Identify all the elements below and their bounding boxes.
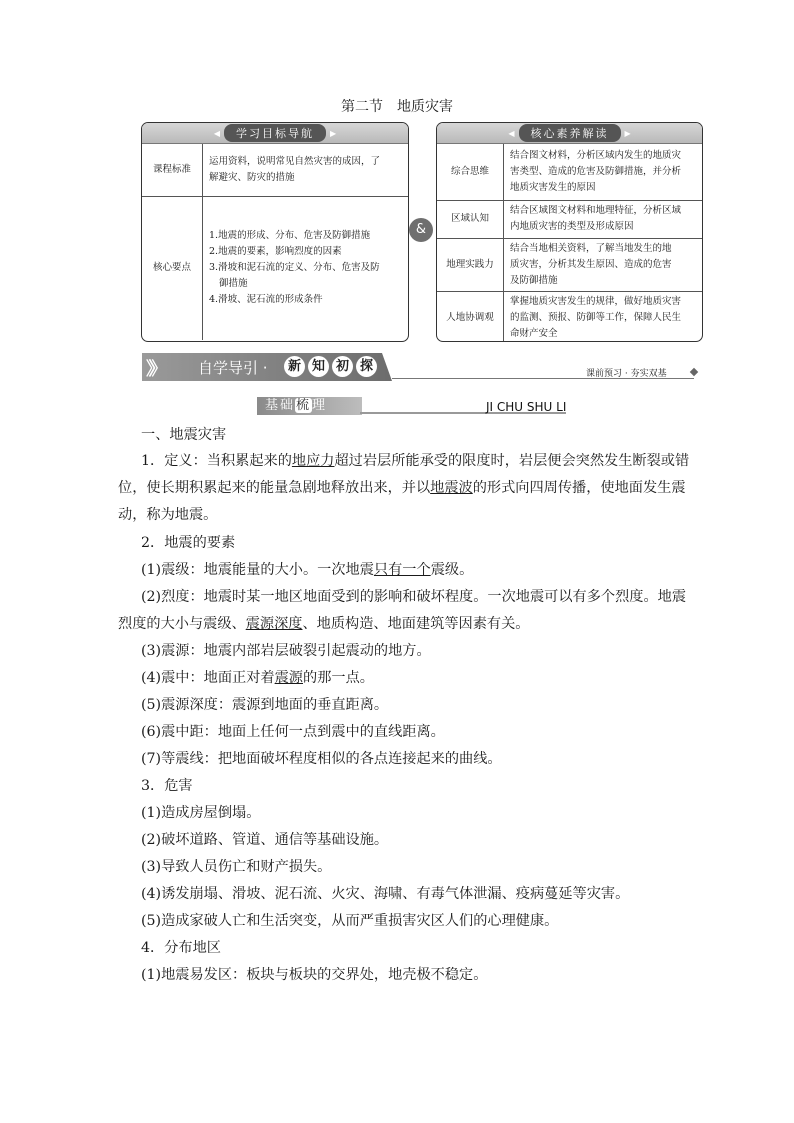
text-span: 震级。 <box>430 562 474 578</box>
text-span: 的那一点。 <box>303 670 374 686</box>
paragraph-line <box>118 479 686 497</box>
banner-badge: 新 <box>284 356 305 377</box>
table-row <box>142 144 408 196</box>
row-text <box>203 144 409 196</box>
row-text <box>203 196 409 340</box>
paragraph-line: (5)震源深度：震源到地面的垂直距离。 <box>141 697 389 713</box>
learning-goals-table <box>142 144 408 340</box>
table-row <box>437 238 702 291</box>
banner-badges <box>284 356 377 377</box>
text-line: 4.滑坡、泥石流的形成条件 <box>209 294 323 306</box>
learning-goals-heading: 学习目标导航 <box>224 124 326 142</box>
subsection-heading: 4．分布地区 <box>141 940 221 956</box>
text-span: 超过岩层所能承受的限度时，岩层便会突然发生断裂或错 <box>334 453 690 469</box>
text-line: 质灾害，分析其发生原因、造成的危害 <box>510 258 672 270</box>
text-line: 2.地震的要素，影响烈度的因素 <box>209 246 342 258</box>
chevron-right-icon: 》》 <box>146 359 161 380</box>
table-row <box>437 291 702 342</box>
text-span: (4)震中：地面正对着 <box>141 670 275 686</box>
row-text <box>504 291 703 342</box>
learning-goals-header <box>142 123 408 144</box>
banner-badge: 探 <box>356 356 377 377</box>
text-line: 的监测、预报、防御等工作，保障人民生 <box>510 311 682 323</box>
underlined-term: 震源深度 <box>245 616 303 632</box>
text-line: 结合图文材料，分析区域内发生的地质灾 <box>510 149 682 161</box>
row-label: 综合思维 <box>437 144 504 200</box>
text-line: 1.地震的形成、分布、危害及防御措施 <box>209 230 371 242</box>
paragraph-line: (2)烈度：地震时某一地区地面受到的影响和破坏程度。一次地震可以有多个烈度。地震 <box>141 589 687 605</box>
core-literacy-header <box>437 123 702 144</box>
paragraph-line: (1)造成房屋倒塌。 <box>141 805 261 821</box>
paragraph-line: (1)地震易发区：板块与板块的交界处，地壳极不稳定。 <box>141 967 488 983</box>
text-line: 命财产安全 <box>510 327 558 339</box>
underlined-term: 只有一个 <box>373 562 431 578</box>
row-text <box>504 200 703 238</box>
ampersand-icon: & <box>409 218 433 242</box>
right-arrow-icon: ▶ <box>330 128 337 138</box>
text-span: 、地质构造、地面建筑等因素有关。 <box>302 616 530 632</box>
sub-banner-highlight: 梳 <box>296 398 312 413</box>
core-literacy-panel <box>436 122 703 342</box>
text-line: 运用资料，说明常见自然灾害的成因，了 <box>209 155 381 167</box>
text-line: 害类型、造成的危害及防御措施，并分析 <box>510 165 682 177</box>
left-arrow-icon: ◀ <box>508 128 515 138</box>
text-span: 位，使长期积累起来的能量急剧地释放出来，并以 <box>118 480 431 496</box>
underlined-term: 震源 <box>274 670 303 686</box>
text-line: 掌握地质灾害发生的规律，做好地质灾害 <box>510 295 682 307</box>
banner-badge: 初 <box>332 356 353 377</box>
section-banner <box>142 353 392 381</box>
left-arrow-icon: ◀ <box>213 128 220 138</box>
paragraph-line: (3)震源：地震内部岩层破裂引起震动的地方。 <box>141 643 431 659</box>
banner-title: 自学导引 · <box>198 359 268 377</box>
row-label: 区域认知 <box>437 200 504 238</box>
table-row <box>142 196 408 340</box>
paragraph-line <box>141 561 473 579</box>
underlined-term: 地震波 <box>430 480 473 496</box>
table-row <box>437 144 702 200</box>
text-line: 内地质灾害的类型及形成原因 <box>510 221 634 232</box>
subsection-heading: 3．危害 <box>141 778 193 794</box>
table-row <box>437 200 702 238</box>
page-title: 第二节 地质灾害 <box>341 99 453 115</box>
row-text <box>504 238 703 291</box>
text-line: 3.滑坡和泥石流的定义、分布、危害及防 <box>209 262 380 274</box>
banner-badge: 知 <box>308 356 329 377</box>
row-label: 地理实践力 <box>437 238 504 291</box>
text-span: 烈度的大小与震级、 <box>118 616 246 632</box>
paragraph-line <box>141 452 689 470</box>
row-label: 人地协调观 <box>437 291 504 342</box>
paragraph-line: (5)造成家破人亡和生活突变，从而严重损害灾区人们的心理健康。 <box>141 913 559 929</box>
diamond-icon <box>690 368 698 376</box>
subsection-heading: 2．地震的要素 <box>141 535 236 551</box>
underlined-term: 地应力 <box>291 453 335 469</box>
text-line: 及防御措施 <box>510 274 558 286</box>
paragraph-line: (3)导致人员伤亡和财产损失。 <box>141 859 332 875</box>
text-span: 1．定义：当积累起来的 <box>141 453 292 469</box>
text-line: 地质灾害发生的原因 <box>510 181 596 193</box>
sub-banner-pinyin: JI CHU SHU LI <box>486 400 567 414</box>
sub-banner <box>257 397 362 415</box>
learning-goals-panel <box>141 122 409 342</box>
sub-banner-text: 基础 <box>265 398 296 413</box>
paragraph-line: 动，称为地震。 <box>118 507 218 523</box>
core-literacy-heading: 核心素养解读 <box>519 124 621 142</box>
paragraph-line: (7)等震线：把地面破坏程度相似的各点连接起来的曲线。 <box>141 751 502 767</box>
text-span: (1)震级：地震能量的大小。一次地震 <box>141 562 374 578</box>
banner-subtitle: 课前预习 · 夯实双基 <box>586 369 667 379</box>
paragraph-line: (2)破坏道路、管道、通信等基础设施。 <box>141 832 389 848</box>
paragraph-line <box>141 669 374 687</box>
paragraph-line <box>118 615 529 633</box>
row-label: 核心要点 <box>142 196 203 340</box>
core-literacy-table <box>437 144 702 342</box>
row-text <box>504 144 703 200</box>
sub-banner-text: 理 <box>312 398 328 413</box>
paragraph-line: (6)震中距：地面上任何一点到震中的直线距离。 <box>141 724 445 740</box>
right-arrow-icon: ▶ <box>624 128 631 138</box>
text-line: 结合区域图文材料和地理特征，分析区域 <box>510 205 682 216</box>
text-line: 御措施 <box>219 278 248 290</box>
text-line: 解避灾、防灾的措施 <box>209 171 295 183</box>
text-span: 的形式向四周传播，使地面发生震 <box>472 480 686 496</box>
row-label: 课程标准 <box>142 144 203 196</box>
text-line: 结合当地相关资料，了解当地发生的地 <box>510 242 672 254</box>
paragraph-line: (4)诱发崩塌、滑坡、泥石流、火灾、海啸、有毒气体泄漏、疫病蔓延等灾害。 <box>141 886 630 902</box>
section-heading: 一、地震灾害 <box>141 427 227 443</box>
